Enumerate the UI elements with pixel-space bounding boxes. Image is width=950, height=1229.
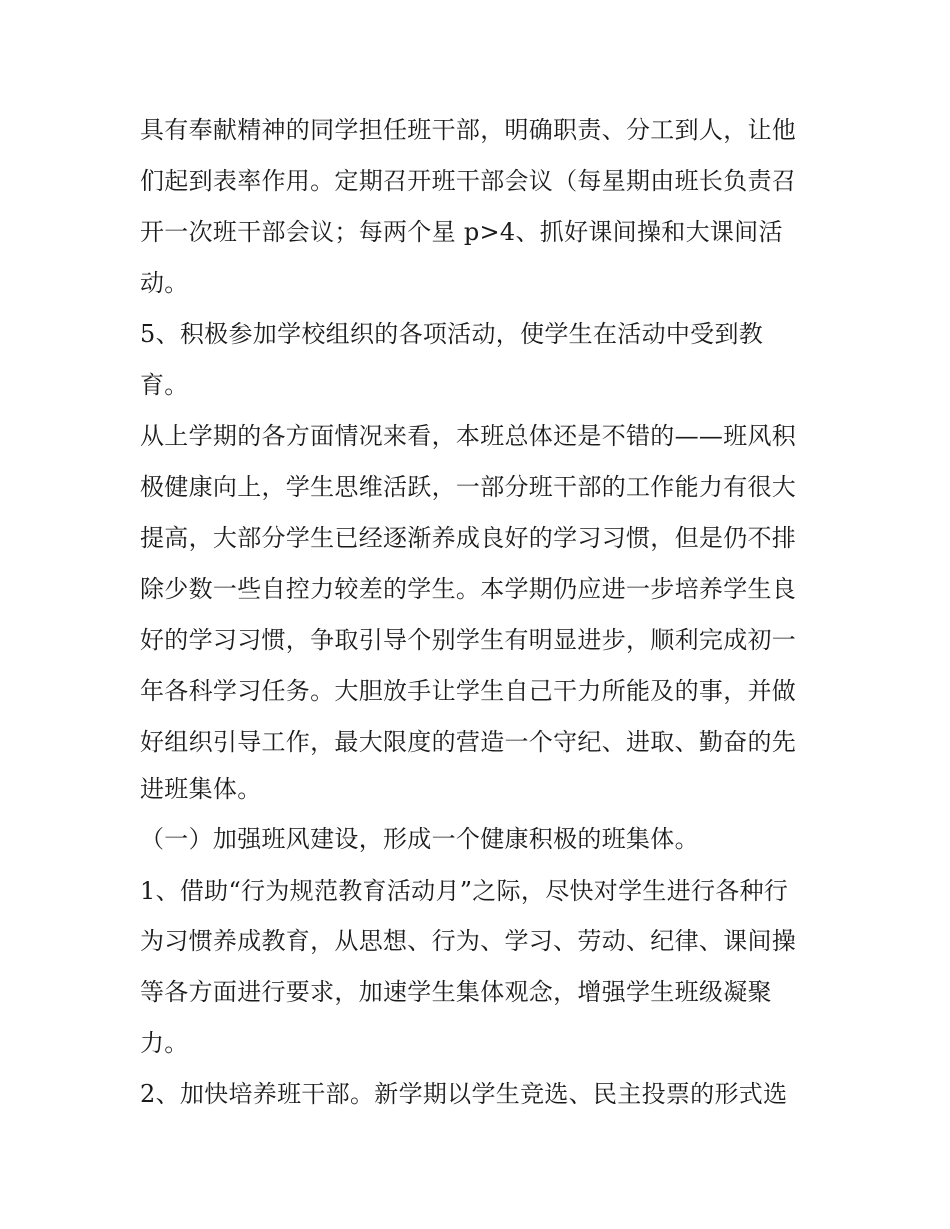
text-line: 为习惯养成教育，从思想、行为、学习、劳动、纪律、课间操 xyxy=(140,927,797,955)
text-line: 具有奉献精神的同学担任班干部，明确职责、分工到人，让他 xyxy=(140,116,797,144)
text-line: 5、积极参加学校组织的各项活动，使学生在活动中受到教 xyxy=(140,320,764,348)
text-line: 除少数一些自控力较差的学生。本学期仍应进一步培养学生良 xyxy=(140,575,797,603)
text-line: 2、加快培养班干部。新学期以学生竞选、民主投票的形式选 xyxy=(140,1080,788,1108)
text-line: 好的学习习惯，争取引导个别学生有明显进步，顺利完成初一 xyxy=(140,626,797,654)
text-line: 们起到表率作用。定期召开班干部会议（每星期由班长负责召 xyxy=(140,167,797,195)
text-line: 年各科学习任务。大胆放手让学生自己干力所能及的事，并做 xyxy=(140,677,797,705)
section-heading: （一）加强班风建设，形成一个健康积极的班集体。 xyxy=(140,825,699,853)
text-line: 极健康向上，学生思维活跃，一部分班干部的工作能力有很大 xyxy=(140,473,797,501)
text-line: 进班集体。 xyxy=(140,775,262,803)
text-line: 等各方面进行要求，加速学生集体观念，增强学生班级凝聚 xyxy=(140,978,772,1006)
text-line: 1、借助“行为规范教育活动月”之际，尽快对学生进行各种行 xyxy=(140,877,789,905)
text-line: 提高，大部分学生已经逐渐养成良好的学习习惯，但是仍不排 xyxy=(140,524,797,552)
text-line: 育。 xyxy=(140,371,189,399)
text-line: 好组织引导工作，最大限度的营造一个守纪、进取、勤奋的先 xyxy=(140,728,797,756)
text-line: 开一次班干部会议；每两个星 p>4、抓好课间操和大课间活 xyxy=(140,218,783,246)
text-line: 力。 xyxy=(140,1029,189,1057)
text-line: 从上学期的各方面情况来看，本班总体还是不错的——班风积 xyxy=(140,422,797,450)
text-line: 动。 xyxy=(140,269,189,297)
